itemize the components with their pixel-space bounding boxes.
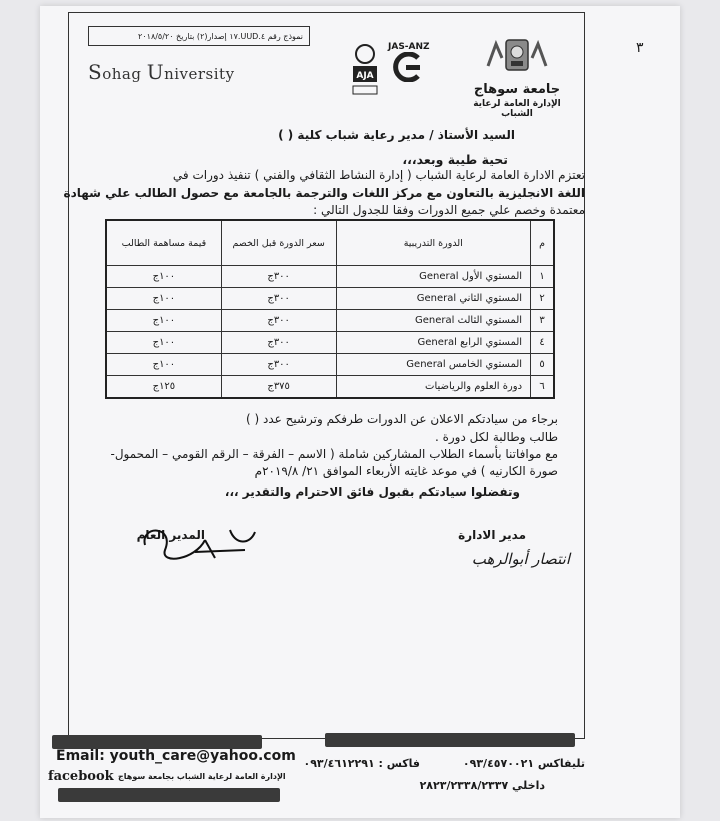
footer-bar-right-top	[325, 733, 575, 747]
table-row	[106, 310, 554, 332]
document-number-box: نموذج رقم ٤.UUD.١٧ إصدار(٢) بتاريخ ٢٠١٨/٥/٢٠	[88, 26, 310, 46]
table-row	[106, 354, 554, 376]
courses-table	[105, 219, 555, 399]
jas-anz-logo	[388, 42, 436, 100]
row-price: ٣٧٥ج	[221, 376, 336, 399]
closing-line: وتفضلوا سيادتكم بقبول فائق الاحترام والتقدير ،،،	[224, 485, 520, 499]
logo-arabic-name: جامعة سوهاج	[473, 82, 561, 97]
row-course: المستوي الثالث General	[336, 310, 531, 332]
row-contribution: ١٠٠ج	[106, 310, 221, 332]
general-director-signature	[135, 520, 265, 570]
greeting: تحية طيبة وبعد،،،	[402, 152, 508, 167]
general-director-title: المدير العام	[136, 528, 205, 542]
header-number: م	[531, 220, 554, 266]
sohag-university-logo	[462, 36, 572, 119]
table-row	[106, 288, 554, 310]
university-name-en: Sohag University	[88, 60, 235, 84]
aja-certification-logo	[350, 42, 380, 100]
row-price: ٣٠٠ج	[221, 288, 336, 310]
row-price: ٣٠٠ج	[221, 354, 336, 376]
certification-logos	[350, 42, 440, 102]
row-price: ٣٠٠ج	[221, 310, 336, 332]
request-line-4: صورة الكارنيه ) في موعد غايته الأربعاء الموافق ٢١/ ٢٠١٩/٨م	[254, 464, 558, 478]
footer-fax: فاكس : ٠٩٣/٤٦١٢٢٩١	[303, 757, 420, 770]
footer-facebook-page: الإدارة العامة لرعاية الشباب بجامعة سوهاج	[118, 772, 286, 781]
addressee-line: السيد الأستاذ / مدير رعاية شباب كلية ( )	[278, 128, 515, 142]
row-contribution: ١٠٠ج	[106, 266, 221, 288]
paragraph-line-1: تعتزم الادارة العامة لرعاية الشباب ( إدارة النشاط الثقافي والفني ) تنفيذ دورات في	[172, 168, 585, 182]
university-emblem-icon	[482, 36, 552, 76]
request-line-1: برجاء من سيادتكم الاعلان عن الدورات طرفكم وترشيح عدد ( )	[246, 412, 558, 426]
header-contribution: قيمة مساهمة الطالب	[106, 220, 221, 266]
paragraph-line-2: اللغة الانجليزية بالتعاون مع مركز اللغات والترجمة بالجامعة مع حصول الطالب علي شهادة	[63, 186, 585, 200]
table-row	[106, 266, 554, 288]
footer-internal: داخلي ٢٨٢٣/٢٣٣٨/٢٣٣٧	[419, 779, 545, 792]
row-course: المستوي الرابع General	[336, 332, 531, 354]
row-number: ٥	[531, 354, 554, 376]
row-price: ٣٠٠ج	[221, 332, 336, 354]
department-director-name: انتصار أبوالرهب	[471, 550, 570, 568]
row-contribution: ١٠٠ج	[106, 288, 221, 310]
department-director-title: مدير الادارة	[458, 528, 526, 542]
row-price: ٣٠٠ج	[221, 266, 336, 288]
jas-anz-mark-icon	[388, 52, 424, 82]
corner-mark: ٣	[636, 40, 644, 56]
footer-bar-left-bottom	[58, 788, 280, 802]
footer-bar-left-top	[52, 735, 262, 749]
row-number: ٢	[531, 288, 554, 310]
header-price: سعر الدورة قبل الخصم	[221, 220, 336, 266]
row-contribution: ١٠٠ج	[106, 332, 221, 354]
row-course: المستوي الثاني General	[336, 288, 531, 310]
logo-department-name: الإدارة العامة لرعاية الشباب	[473, 99, 561, 119]
footer-facebook-label: facebook	[48, 769, 114, 784]
table-row	[106, 332, 554, 354]
svg-text:AJA: AJA	[356, 71, 374, 81]
request-line-2: طالب وطالبة لكل دورة .	[434, 430, 558, 444]
paragraph-line-3: معتمدة وخصم علي جميع الدورات وفقا للجدول التالي :	[313, 203, 585, 217]
footer-email: Email: youth_care@yahoo.com	[56, 748, 296, 764]
header-course: الدورة التدريبية	[336, 220, 531, 266]
row-contribution: ١٠٠ج	[106, 354, 221, 376]
row-course: دورة العلوم والرياضيات	[336, 376, 531, 399]
jas-anz-label: JAS-ANZ	[388, 42, 430, 52]
row-number: ٤	[531, 332, 554, 354]
row-number: ٣	[531, 310, 554, 332]
table-row	[106, 376, 554, 399]
request-line-3: مع موافاتنا بأسماء الطلاب المشاركين شاملة ( الاسم – الفرقة – الرقم القومي – المحمول-	[110, 447, 558, 461]
row-number: ١	[531, 266, 554, 288]
row-course: المستوي الأول General	[336, 266, 531, 288]
row-contribution: ١٢٥ج	[106, 376, 221, 399]
row-course: المستوي الخامس General	[336, 354, 531, 376]
footer-telefax: تليفاكس ٠٩٣/٤٥٧٠٠٢١	[462, 757, 585, 770]
table-header-row	[106, 220, 554, 266]
row-number: ٦	[531, 376, 554, 399]
